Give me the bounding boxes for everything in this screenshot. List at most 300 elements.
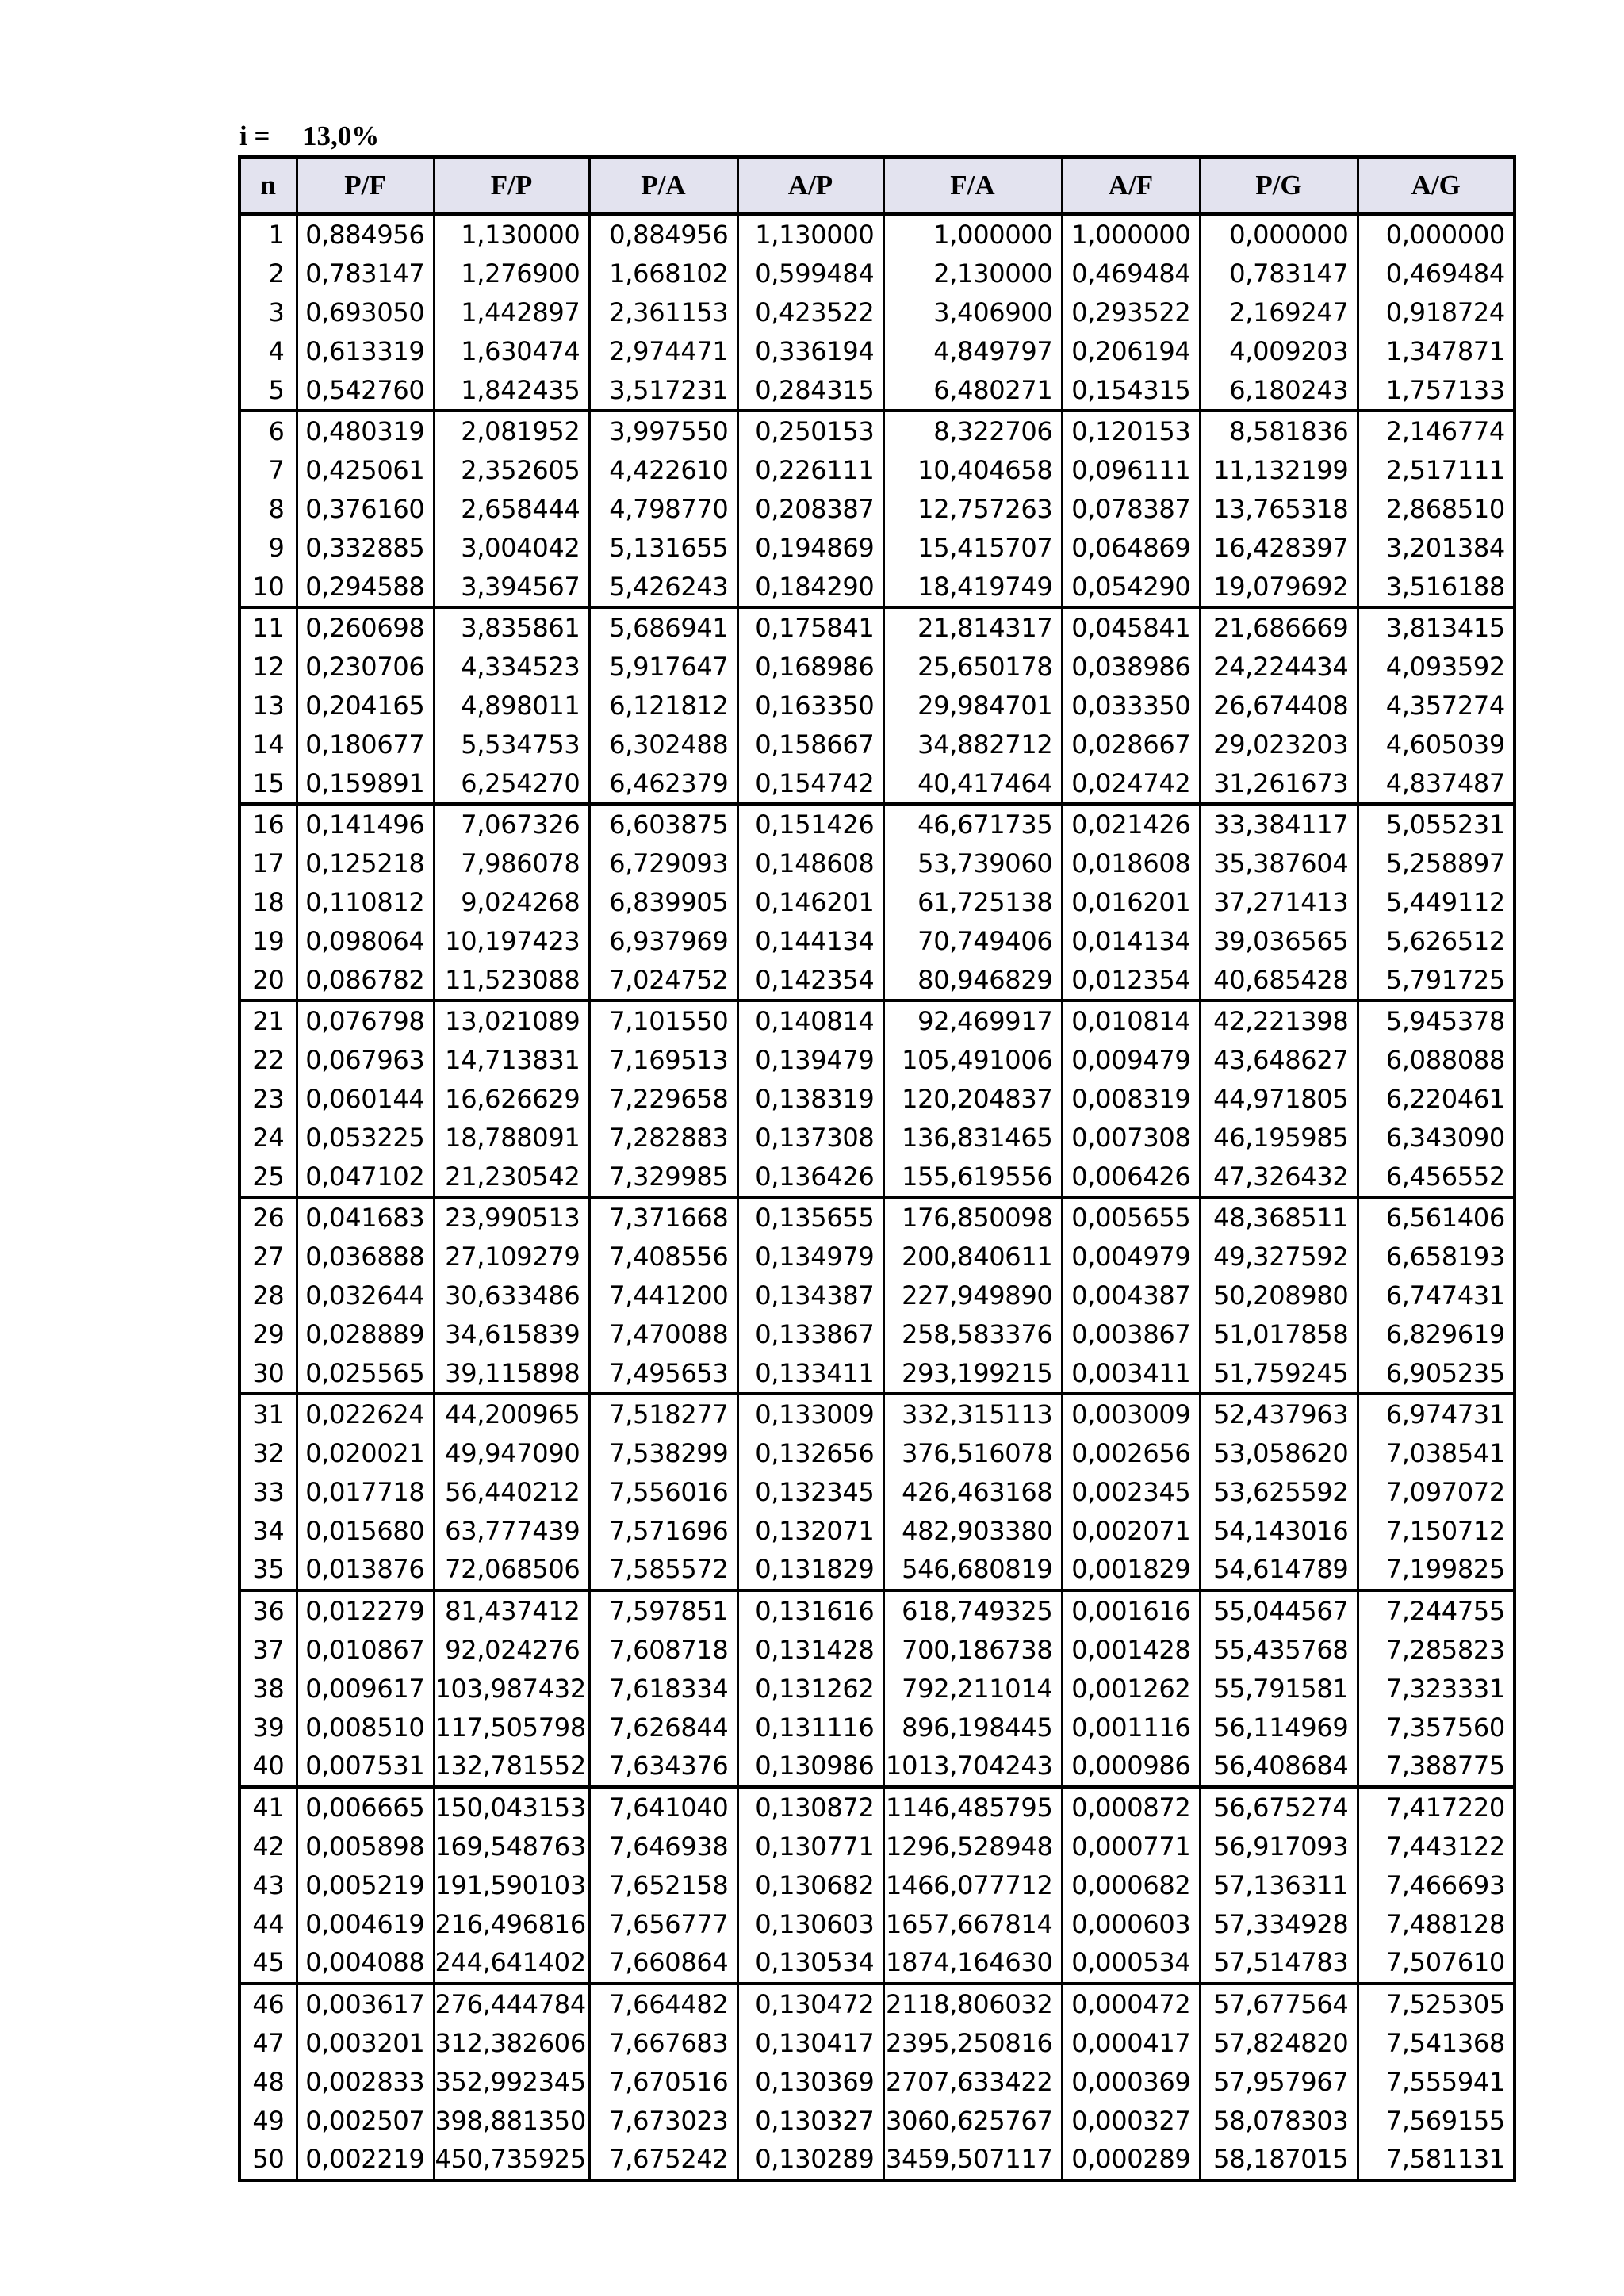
cell-af: 0,016201 xyxy=(1062,883,1200,922)
cell-pg: 54,143016 xyxy=(1200,1511,1358,1550)
cell-pa: 6,121812 xyxy=(589,687,737,725)
cell-pg: 19,079692 xyxy=(1200,567,1358,607)
cell-af: 0,293522 xyxy=(1062,293,1200,332)
table-row xyxy=(239,804,1515,844)
cell-pg: 56,408684 xyxy=(1200,1747,1358,1787)
cell-n: 3 xyxy=(268,297,285,327)
cell-af: 0,008319 xyxy=(1062,1080,1200,1119)
cell-pg: 57,677564 xyxy=(1200,1984,1358,2024)
cell-ap: 0,131116 xyxy=(737,1708,883,1747)
cell-af: 0,004979 xyxy=(1062,1238,1200,1276)
cell-ag: 7,244755 xyxy=(1358,1590,1515,1631)
cell-pa: 3,997550 xyxy=(589,411,737,451)
cell-pf: 0,007531 xyxy=(297,1747,434,1787)
cell-af: 0,120153 xyxy=(1062,411,1200,451)
table-row xyxy=(239,1669,1515,1708)
cell-ap: 0,136426 xyxy=(737,1157,883,1197)
cell-fa: 2707,633422 xyxy=(883,2062,1062,2101)
cell-n: 30 xyxy=(252,1357,285,1388)
cell-pf: 0,141496 xyxy=(297,804,434,844)
cell-n: 25 xyxy=(252,1161,285,1192)
cell-n: 44 xyxy=(252,1908,285,1939)
table-row xyxy=(239,490,1515,529)
cell-fa: 896,198445 xyxy=(883,1708,1062,1747)
cell-pg: 16,428397 xyxy=(1200,528,1358,567)
cell-pf: 0,125218 xyxy=(297,844,434,883)
cell-pa: 7,626844 xyxy=(589,1708,737,1747)
cell-ag: 5,626512 xyxy=(1358,921,1515,960)
cell-ag: 0,000000 xyxy=(1358,214,1515,254)
cell-ap: 0,130534 xyxy=(737,1943,883,1984)
table-row xyxy=(239,2140,1515,2180)
cell-af: 0,002071 xyxy=(1062,1511,1200,1550)
cell-af: 0,024742 xyxy=(1062,763,1200,804)
cell-pf: 0,032644 xyxy=(297,1276,434,1315)
cell-af: 0,000369 xyxy=(1062,2062,1200,2101)
cell-pa: 6,729093 xyxy=(589,844,737,883)
cell-ap: 0,130682 xyxy=(737,1866,883,1904)
cell-fa: 1,000000 xyxy=(883,214,1062,254)
cell-pa: 7,229658 xyxy=(589,1080,737,1119)
cell-ag: 6,747431 xyxy=(1358,1276,1515,1315)
cell-ag: 5,449112 xyxy=(1358,883,1515,922)
cell-pf: 0,613319 xyxy=(297,331,434,370)
cell-af: 0,010814 xyxy=(1062,1001,1200,1041)
cell-n: 6 xyxy=(239,411,297,451)
cell-ag: 4,837487 xyxy=(1358,763,1515,804)
cell-ag: 6,088088 xyxy=(1358,1041,1515,1080)
cell-ag: 2,146774 xyxy=(1358,411,1515,451)
cell-af: 0,001116 xyxy=(1062,1708,1200,1747)
table-row xyxy=(239,921,1515,960)
table-row xyxy=(239,1827,1515,1866)
cell-ap: 0,130986 xyxy=(737,1747,883,1787)
cell-pg: 11,132199 xyxy=(1200,451,1358,490)
cell-ag: 3,516188 xyxy=(1358,567,1515,607)
cell-pa: 7,673023 xyxy=(589,2101,737,2140)
table-row xyxy=(239,1747,1515,1787)
cell-n: 48 xyxy=(252,2066,285,2097)
cell-ag: 5,791725 xyxy=(1358,960,1515,1001)
cell-ap: 0,163350 xyxy=(737,687,883,725)
cell-ap: 0,130771 xyxy=(737,1827,883,1866)
cell-pf: 0,002833 xyxy=(297,2062,434,2101)
cell-pf: 0,002507 xyxy=(297,2101,434,2140)
cell-fa: 40,417464 xyxy=(883,763,1062,804)
cell-pf: 0,004088 xyxy=(297,1943,434,1984)
table-row xyxy=(239,2101,1515,2140)
cell-ap: 0,184290 xyxy=(737,567,883,607)
cell-pa: 4,798770 xyxy=(589,490,737,529)
cell-fp: 4,898011 xyxy=(434,687,589,725)
cell-fa: 92,469917 xyxy=(883,1001,1062,1041)
cell-ap: 0,133411 xyxy=(737,1353,883,1394)
cell-ag: 7,097072 xyxy=(1358,1473,1515,1512)
cell-n: 19 xyxy=(252,925,285,956)
cell-pf: 0,067963 xyxy=(297,1041,434,1080)
cell-af: 0,000534 xyxy=(1062,1943,1200,1984)
cell-fp: 9,024268 xyxy=(434,883,589,922)
cell-af: 0,000327 xyxy=(1062,2101,1200,2140)
cell-ag: 7,581131 xyxy=(1358,2140,1515,2180)
cell-pa: 7,441200 xyxy=(589,1276,737,1315)
cell-n: 24 xyxy=(252,1122,285,1153)
table-row xyxy=(239,331,1515,370)
cell-fp: 44,200965 xyxy=(434,1394,589,1434)
cell-fp: 6,254270 xyxy=(434,763,589,804)
cell-fp: 18,788091 xyxy=(434,1118,589,1157)
cell-pa: 7,470088 xyxy=(589,1314,737,1353)
cell-ap: 0,132656 xyxy=(737,1434,883,1473)
cell-pg: 46,195985 xyxy=(1200,1118,1358,1157)
cell-pa: 7,675242 xyxy=(589,2140,737,2180)
cell-pf: 0,041683 xyxy=(297,1197,434,1238)
cell-fp: 2,081952 xyxy=(434,411,589,451)
cell-ag: 7,569155 xyxy=(1358,2101,1515,2140)
cell-pg: 8,581836 xyxy=(1200,411,1358,451)
cell-fa: 29,984701 xyxy=(883,687,1062,725)
cell-pa: 6,302488 xyxy=(589,725,737,763)
cell-ag: 2,517111 xyxy=(1358,451,1515,490)
cell-ap: 0,142354 xyxy=(737,960,883,1001)
cell-ap: 1,130000 xyxy=(737,214,883,254)
cell-fa: 293,199215 xyxy=(883,1353,1062,1394)
cell-fa: 6,480271 xyxy=(883,370,1062,411)
cell-fa: 700,186738 xyxy=(883,1631,1062,1670)
cell-fp: 34,615839 xyxy=(434,1314,589,1353)
cell-af: 0,078387 xyxy=(1062,490,1200,529)
column-header-pf: P/F xyxy=(297,157,434,214)
cell-af: 0,003009 xyxy=(1062,1394,1200,1434)
cell-fa: 1657,667814 xyxy=(883,1904,1062,1943)
cell-fp: 5,534753 xyxy=(434,725,589,763)
cell-pg: 6,180243 xyxy=(1200,370,1358,411)
cell-pf: 0,013876 xyxy=(297,1550,434,1590)
cell-n: 45 xyxy=(252,1947,285,1978)
cell-ap: 0,151426 xyxy=(737,804,883,844)
cell-af: 0,000417 xyxy=(1062,2024,1200,2063)
cell-fa: 3,406900 xyxy=(883,293,1062,332)
column-header-ap: A/P xyxy=(737,157,883,214)
cell-ap: 0,133867 xyxy=(737,1314,883,1353)
cell-fp: 72,068506 xyxy=(434,1550,589,1590)
table-row xyxy=(239,1080,1515,1119)
cell-pg: 42,221398 xyxy=(1200,1001,1358,1041)
cell-ap: 0,131428 xyxy=(737,1631,883,1670)
cell-fa: 3459,507117 xyxy=(883,2140,1062,2180)
cell-pa: 7,408556 xyxy=(589,1238,737,1276)
cell-pf: 0,376160 xyxy=(297,490,434,529)
cell-fa: 25,650178 xyxy=(883,648,1062,687)
cell-n: 18 xyxy=(252,886,285,917)
cell-ag: 7,466693 xyxy=(1358,1866,1515,1904)
cell-fp: 63,777439 xyxy=(434,1511,589,1550)
cell-ap: 0,336194 xyxy=(737,331,883,370)
cell-pg: 56,114969 xyxy=(1200,1708,1358,1747)
interest-factor-table xyxy=(238,155,1516,2182)
cell-pa: 7,371668 xyxy=(589,1197,737,1238)
table-row xyxy=(239,411,1515,451)
cell-fa: 426,463168 xyxy=(883,1473,1062,1512)
cell-pg: 0,000000 xyxy=(1200,214,1358,254)
cell-ag: 0,469484 xyxy=(1358,254,1515,293)
cell-ap: 0,284315 xyxy=(737,370,883,411)
cell-fa: 3060,625767 xyxy=(883,2101,1062,2140)
cell-pg: 40,685428 xyxy=(1200,960,1358,1001)
table-row xyxy=(239,1041,1515,1080)
table-row xyxy=(239,2062,1515,2101)
cell-fp: 352,992345 xyxy=(434,2062,589,2101)
cell-af: 0,003867 xyxy=(1062,1314,1200,1353)
cell-ap: 0,134387 xyxy=(737,1276,883,1315)
cell-pg: 0,783147 xyxy=(1200,254,1358,293)
cell-pg: 2,169247 xyxy=(1200,293,1358,332)
cell-pf: 0,230706 xyxy=(297,648,434,687)
cell-ag: 6,343090 xyxy=(1358,1118,1515,1157)
cell-pg: 54,614789 xyxy=(1200,1550,1358,1590)
cell-pf: 0,010867 xyxy=(297,1631,434,1670)
cell-ap: 0,135655 xyxy=(737,1197,883,1238)
cell-ap: 0,138319 xyxy=(737,1080,883,1119)
cell-af: 0,009479 xyxy=(1062,1041,1200,1080)
cell-ag: 5,055231 xyxy=(1358,804,1515,844)
cell-fp: 21,230542 xyxy=(434,1157,589,1197)
cell-pa: 7,597851 xyxy=(589,1590,737,1631)
cell-n: 47 xyxy=(252,2028,285,2059)
cell-fp: 244,641402 xyxy=(434,1943,589,1984)
cell-ap: 0,131829 xyxy=(737,1550,883,1590)
cell-pg: 33,384117 xyxy=(1200,804,1358,844)
cell-fa: 1013,704243 xyxy=(883,1747,1062,1787)
cell-pf: 0,004619 xyxy=(297,1904,434,1943)
cell-ap: 0,131616 xyxy=(737,1590,883,1631)
cell-pa: 7,646938 xyxy=(589,1827,737,1866)
cell-fp: 1,842435 xyxy=(434,370,589,411)
table-row xyxy=(239,370,1515,411)
interest-rate-label: i = xyxy=(239,121,270,151)
cell-pg: 52,437963 xyxy=(1200,1394,1358,1434)
table-row xyxy=(239,1631,1515,1670)
cell-ap: 0,208387 xyxy=(737,490,883,529)
cell-ap: 0,130472 xyxy=(737,1984,883,2024)
cell-af: 0,018608 xyxy=(1062,844,1200,883)
column-header-fa: F/A xyxy=(883,157,1062,214)
cell-af: 0,000771 xyxy=(1062,1827,1200,1866)
cell-ap: 0,137308 xyxy=(737,1118,883,1157)
cell-n: 36 xyxy=(239,1590,297,1631)
cell-pf: 0,003201 xyxy=(297,2024,434,2063)
cell-pf: 0,332885 xyxy=(297,528,434,567)
cell-pg: 13,765318 xyxy=(1200,490,1358,529)
cell-ap: 0,599484 xyxy=(737,254,883,293)
cell-n: 50 xyxy=(252,2144,285,2175)
cell-pa: 5,426243 xyxy=(589,567,737,607)
cell-pg: 53,625592 xyxy=(1200,1473,1358,1512)
cell-af: 1,000000 xyxy=(1062,214,1200,254)
cell-fp: 11,523088 xyxy=(434,960,589,1001)
cell-fp: 7,986078 xyxy=(434,844,589,883)
cell-fp: 150,043153 xyxy=(434,1787,589,1827)
cell-fa: 176,850098 xyxy=(883,1197,1062,1238)
cell-fa: 18,419749 xyxy=(883,567,1062,607)
cell-pg: 57,824820 xyxy=(1200,2024,1358,2063)
cell-af: 0,001616 xyxy=(1062,1590,1200,1631)
cell-pf: 0,098064 xyxy=(297,921,434,960)
cell-fp: 2,658444 xyxy=(434,490,589,529)
table-row xyxy=(239,607,1515,648)
table-row xyxy=(239,763,1515,804)
cell-pg: 37,271413 xyxy=(1200,883,1358,922)
cell-pa: 7,169513 xyxy=(589,1041,737,1080)
cell-pa: 7,634376 xyxy=(589,1747,737,1787)
cell-af: 0,064869 xyxy=(1062,528,1200,567)
cell-pf: 0,204165 xyxy=(297,687,434,725)
cell-pf: 0,006665 xyxy=(297,1787,434,1827)
cell-ag: 6,658193 xyxy=(1358,1238,1515,1276)
cell-pf: 0,693050 xyxy=(297,293,434,332)
cell-pg: 43,648627 xyxy=(1200,1041,1358,1080)
table-row xyxy=(239,725,1515,763)
cell-fp: 132,781552 xyxy=(434,1747,589,1787)
cell-pg: 4,009203 xyxy=(1200,331,1358,370)
cell-pf: 0,060144 xyxy=(297,1080,434,1119)
cell-af: 0,000603 xyxy=(1062,1904,1200,1943)
interest-rate-value: 13,0% xyxy=(303,121,380,151)
table-row xyxy=(239,567,1515,607)
cell-ap: 0,158667 xyxy=(737,725,883,763)
cell-ap: 0,130289 xyxy=(737,2140,883,2180)
cell-fp: 92,024276 xyxy=(434,1631,589,1670)
column-header-af: A/F xyxy=(1062,157,1200,214)
cell-af: 0,001829 xyxy=(1062,1550,1200,1590)
cell-fa: 376,516078 xyxy=(883,1434,1062,1473)
cell-af: 0,005655 xyxy=(1062,1197,1200,1238)
cell-pf: 0,009617 xyxy=(297,1669,434,1708)
cell-pg: 21,686669 xyxy=(1200,607,1358,648)
table-row xyxy=(239,1118,1515,1157)
cell-ag: 6,220461 xyxy=(1358,1080,1515,1119)
cell-af: 0,003411 xyxy=(1062,1353,1200,1394)
cell-pf: 0,884956 xyxy=(297,214,434,254)
table-row xyxy=(239,1866,1515,1904)
cell-fa: 792,211014 xyxy=(883,1669,1062,1708)
cell-fa: 46,671735 xyxy=(883,804,1062,844)
cell-ag: 7,555941 xyxy=(1358,2062,1515,2101)
table-row xyxy=(239,1787,1515,1827)
cell-pa: 7,641040 xyxy=(589,1787,737,1827)
table-row xyxy=(239,1984,1515,2024)
cell-af: 0,000986 xyxy=(1062,1747,1200,1787)
cell-ap: 0,132345 xyxy=(737,1473,883,1512)
cell-pa: 0,884956 xyxy=(589,214,737,254)
cell-pa: 6,462379 xyxy=(589,763,737,804)
cell-ag: 4,093592 xyxy=(1358,648,1515,687)
cell-ag: 0,918724 xyxy=(1358,293,1515,332)
cell-ag: 7,507610 xyxy=(1358,1943,1515,1984)
cell-fp: 30,633486 xyxy=(434,1276,589,1315)
cell-ag: 7,488128 xyxy=(1358,1904,1515,1943)
column-header-fp: F/P xyxy=(434,157,589,214)
cell-fp: 1,630474 xyxy=(434,331,589,370)
cell-pf: 0,022624 xyxy=(297,1394,434,1434)
cell-pf: 0,005898 xyxy=(297,1827,434,1866)
cell-pg: 44,971805 xyxy=(1200,1080,1358,1119)
cell-ap: 0,423522 xyxy=(737,293,883,332)
cell-pg: 58,078303 xyxy=(1200,2101,1358,2140)
cell-ap: 0,194869 xyxy=(737,528,883,567)
cell-fa: 4,849797 xyxy=(883,331,1062,370)
cell-ag: 6,829619 xyxy=(1358,1314,1515,1353)
cell-pa: 2,974471 xyxy=(589,331,737,370)
cell-n: 4 xyxy=(268,335,285,366)
cell-fp: 191,590103 xyxy=(434,1866,589,1904)
table-body xyxy=(239,214,1515,2180)
header-row xyxy=(239,157,1515,214)
cell-n: 40 xyxy=(252,1751,285,1781)
cell-fa: 21,814317 xyxy=(883,607,1062,648)
cell-pg: 57,957967 xyxy=(1200,2062,1358,2101)
cell-n: 42 xyxy=(252,1831,285,1862)
cell-pf: 0,017718 xyxy=(297,1473,434,1512)
cell-ag: 3,201384 xyxy=(1358,528,1515,567)
cell-pg: 47,326432 xyxy=(1200,1157,1358,1197)
cell-af: 0,028667 xyxy=(1062,725,1200,763)
cell-pf: 0,025565 xyxy=(297,1353,434,1394)
cell-fa: 2,130000 xyxy=(883,254,1062,293)
cell-pa: 7,656777 xyxy=(589,1904,737,1943)
cell-pa: 7,101550 xyxy=(589,1001,737,1041)
table-row xyxy=(239,1904,1515,1943)
table-row xyxy=(239,1238,1515,1276)
cell-af: 0,002656 xyxy=(1062,1434,1200,1473)
cell-pg: 26,674408 xyxy=(1200,687,1358,725)
cell-n: 1 xyxy=(268,220,285,251)
cell-fa: 618,749325 xyxy=(883,1590,1062,1631)
cell-ap: 0,131262 xyxy=(737,1669,883,1708)
cell-fa: 2118,806032 xyxy=(883,1984,1062,2024)
cell-ap: 0,134979 xyxy=(737,1238,883,1276)
cell-fp: 103,987432 xyxy=(434,1669,589,1708)
table-row xyxy=(239,214,1515,254)
cell-fa: 1874,164630 xyxy=(883,1943,1062,1984)
cell-pg: 31,261673 xyxy=(1200,763,1358,804)
cell-n: 15 xyxy=(252,767,285,798)
cell-pa: 7,660864 xyxy=(589,1943,737,1984)
cell-fa: 227,949890 xyxy=(883,1276,1062,1315)
cell-pf: 0,110812 xyxy=(297,883,434,922)
cell-ap: 0,130417 xyxy=(737,2024,883,2063)
column-header-n: n xyxy=(239,157,297,214)
cell-ag: 4,605039 xyxy=(1358,725,1515,763)
cell-pg: 55,791581 xyxy=(1200,1669,1358,1708)
table-row xyxy=(239,1943,1515,1984)
cell-pa: 7,585572 xyxy=(589,1550,737,1590)
cell-fa: 1146,485795 xyxy=(883,1787,1062,1827)
cell-pf: 0,159891 xyxy=(297,763,434,804)
table-row xyxy=(239,1001,1515,1041)
cell-n: 46 xyxy=(239,1984,297,2024)
cell-n: 23 xyxy=(252,1083,285,1114)
cell-af: 0,000682 xyxy=(1062,1866,1200,1904)
cell-af: 0,154315 xyxy=(1062,370,1200,411)
cell-ap: 0,175841 xyxy=(737,607,883,648)
cell-n: 37 xyxy=(252,1635,285,1666)
cell-n: 39 xyxy=(252,1712,285,1743)
cell-pa: 7,652158 xyxy=(589,1866,737,1904)
cell-pa: 7,670516 xyxy=(589,2062,737,2101)
table-row xyxy=(239,1314,1515,1353)
cell-pg: 56,917093 xyxy=(1200,1827,1358,1866)
